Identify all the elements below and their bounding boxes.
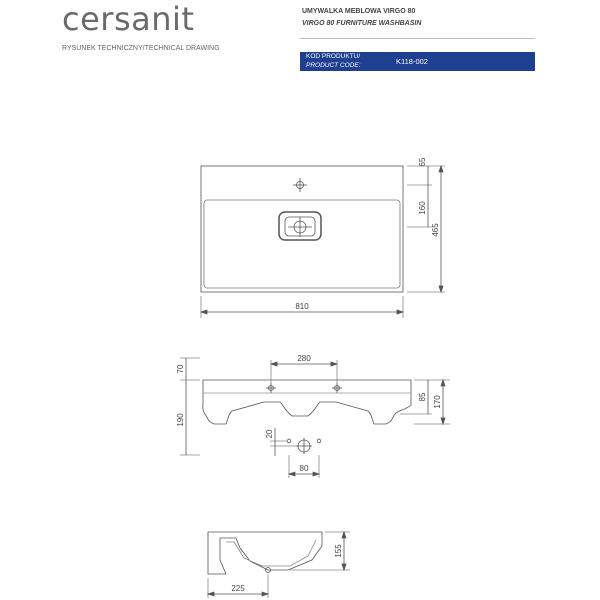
- side-outline: [208, 532, 322, 574]
- dim-side-height-label: 155: [334, 544, 343, 558]
- arrow: [271, 362, 277, 366]
- brand-logo: cersanit: [62, 0, 195, 38]
- bolt-icon: [287, 439, 291, 443]
- bowl-outline: [204, 200, 400, 288]
- arrow: [439, 166, 443, 172]
- arrow: [289, 472, 295, 476]
- arrow: [342, 532, 346, 538]
- dim-height-label: 190: [176, 413, 185, 427]
- arrow: [313, 472, 319, 476]
- front-outline: [203, 380, 411, 424]
- bolt-icon: [317, 439, 321, 443]
- front-view: [180, 358, 450, 478]
- arrow: [208, 592, 214, 596]
- arrow: [441, 418, 445, 424]
- product-title-en: VIRGO 80 FURNITURE WASHBASIN: [302, 20, 422, 27]
- arrow: [262, 592, 268, 596]
- dim-tap-offset-label: 65: [418, 157, 427, 167]
- dim-drain-width-label: 80: [299, 464, 309, 473]
- dim-width-label: 810: [295, 302, 309, 311]
- drawing-subtitle: RYSUNEK TECHNICZNY/TECHNICAL DRAWING: [62, 45, 220, 52]
- product-title-pl: UMYWALKA MEBLOWA VIRGO 80: [302, 8, 416, 15]
- product-code-value: K118-002: [396, 57, 428, 66]
- side-inner: [226, 540, 316, 566]
- code-label-pl: KOD PRODUKTU/: [306, 53, 361, 60]
- side-view: [208, 532, 350, 598]
- dim-rim-label: 70: [176, 364, 185, 374]
- arrow: [439, 286, 443, 292]
- dim-bowl-depth-label: 160: [418, 201, 427, 215]
- dim-hole-spacing-label: 280: [297, 354, 311, 363]
- dim-inner-height-label: 85: [418, 392, 427, 402]
- arrow: [201, 310, 207, 314]
- code-label-en: PRODUCT CODE:: [306, 62, 361, 69]
- top-view: [201, 166, 445, 318]
- arrow: [441, 380, 445, 386]
- dim-drain-offset-label: 20: [265, 429, 274, 439]
- dim-side-depth-label: 225: [231, 584, 245, 593]
- arrow: [331, 362, 337, 366]
- arrow: [397, 310, 403, 314]
- dim-outer-height-label: 170: [433, 395, 442, 409]
- dim-depth-label: 465: [431, 223, 440, 237]
- arrow: [342, 564, 346, 570]
